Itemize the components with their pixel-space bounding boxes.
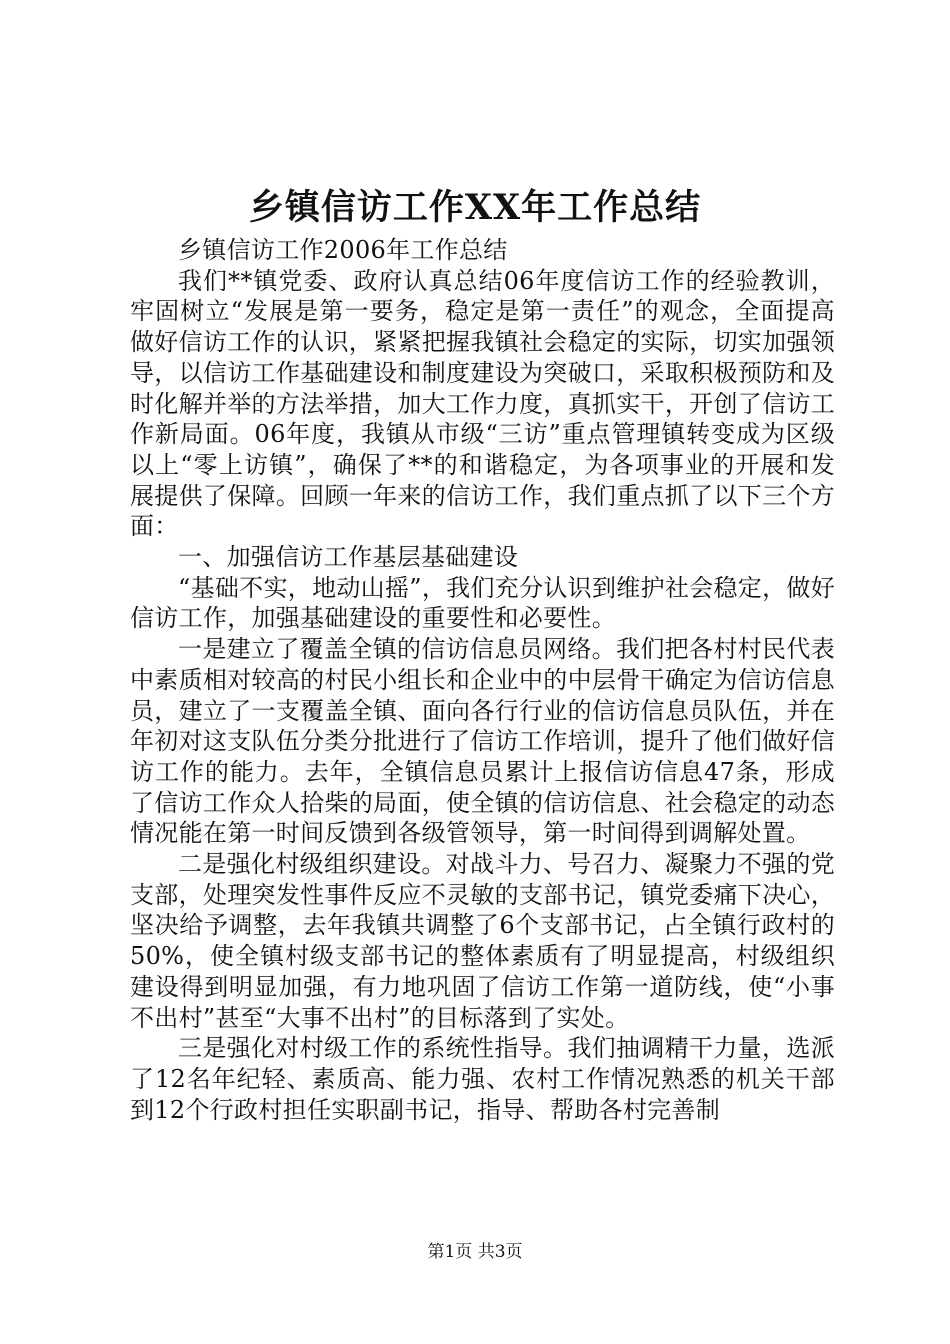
body-paragraph: 二是强化村级组织建设。对战斗力、号召力、凝聚力不强的党支部，处理突发性事件反应不灵敏的支部书记，镇党委痛下决心，坚决给予调整，去年我镇共调整了6个支部书记，占全镇行政村的50%，使全镇村级支部书记的整体素质有了明显提高，村级组织建设得到明显加强，有力地巩固了信访工作第一道防线，使“小事不出村”甚至“大事不出村”的目标落到了实处。	[130, 850, 835, 1032]
body-paragraph: 一是建立了覆盖全镇的信访信息员网络。我们把各村村民代表中素质相对较高的村民小组长和企业中的中层骨干确定为信访信息员，建立了一支覆盖全镇、面向各行行业的信访信息员队伍，并在年初对这支队伍分类分批进行了信访工作培训，提升了他们做好信访工作的能力。去年，全镇信息员累计上报信访信息47条，形成了信访工作众人拾柴的局面，使全镇的信访信息、社会稳定的动态情况能在第一时间反馈到各级管领导，第一时间得到调解处置。	[130, 635, 835, 848]
body-paragraph: “基础不实，地动山摇”，我们充分认识到维护社会稳定，做好信访工作，加强基础建设的重要性和必要性。	[130, 573, 835, 633]
page-number-footer: 第1页 共3页	[427, 1242, 523, 1262]
document-body	[130, 235, 835, 1125]
subtitle-paragraph: 乡镇信访工作2006年工作总结	[178, 236, 508, 264]
document-title: 乡镇信访工作XX年工作总结	[248, 187, 702, 228]
body-paragraph: 三是强化对村级工作的系统性指导。我们抽调精干力量，选派了12名年纪轻、素质高、能力强、农村工作情况熟悉的机关干部到12个行政村担任实职副书记，指导、帮助各村完善制	[130, 1034, 835, 1124]
section-heading: 一、加强信访工作基层基础建设	[178, 543, 519, 572]
intro-paragraph: 我们**镇党委、政府认真总结06年度信访工作的经验教训，牢固树立“发展是第一要务，稳定是第一责任”的观念，全面提高做好信访工作的认识，紧紧把握我镇社会稳定的实际，切实加强领导，以信访工作基础建设和制度建设为突破口，采取积极预防和及时化解并举的方法举措，加大工作力度，真抓实干，开创了信访工作新局面。06年度，我镇从市级“三访”重点管理镇转变成为区级以上“零上访镇”，确保了**的和谐稳定，为各项事业的开展和发展提供了保障。回顾一年来的信访工作，我们重点抓了以下三个方面：	[130, 266, 835, 541]
